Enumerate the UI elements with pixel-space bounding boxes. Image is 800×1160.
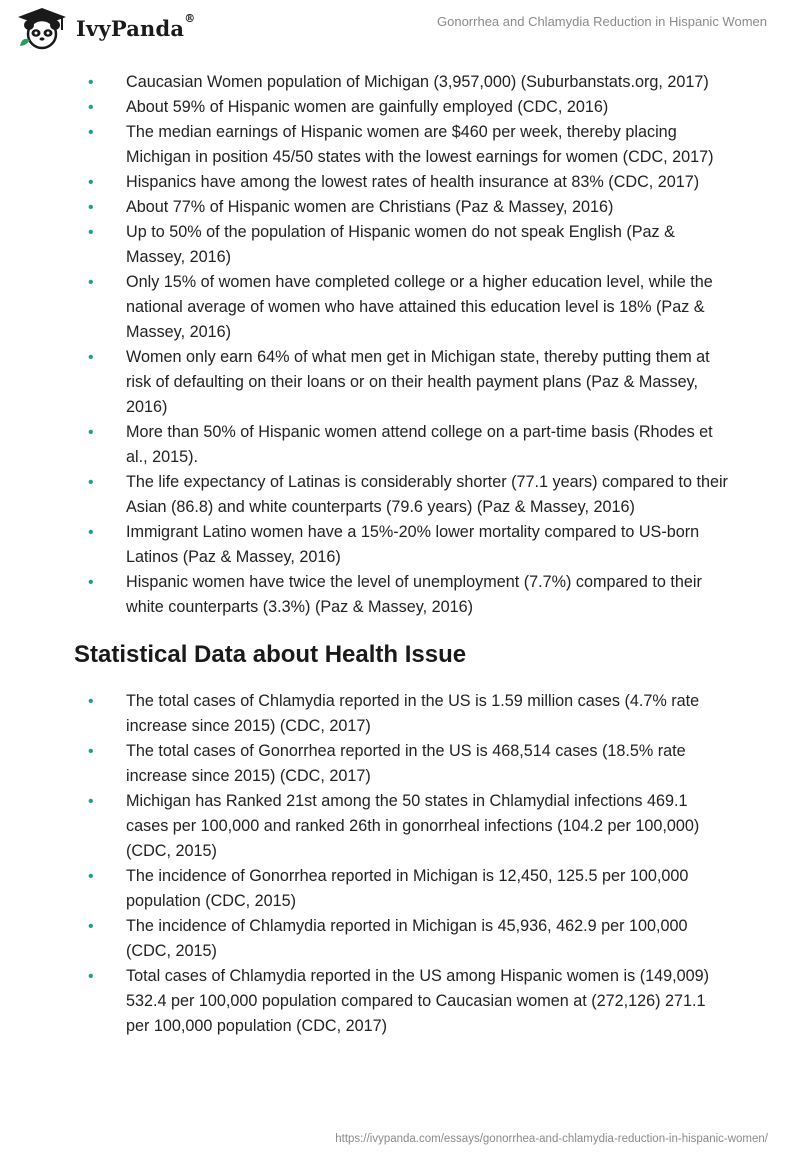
- list-item: [0, 120, 800, 170]
- demographics-list: [0, 70, 800, 620]
- list-item: [0, 270, 800, 345]
- source-url[interactable]: https://ivypanda.com/essays/gonorrhea-and-chlamydia-reduction-in-hispanic-women/: [335, 1133, 768, 1145]
- brand-name: IvyPanda®: [76, 11, 196, 41]
- list-item-text: Up to 50% of the population of Hispanic women do not speak English (Paz & Massey, 2016): [126, 223, 675, 266]
- list-item: [0, 170, 800, 195]
- list-item: [0, 520, 800, 570]
- list-item-text: The incidence of Gonorrhea reported in Michigan is 12,450, 125.5 per 100,000 population (CDC, 2015): [126, 867, 689, 910]
- bullet-icon: •: [88, 424, 94, 441]
- bullet-icon: •: [88, 174, 94, 191]
- list-item-text: Only 15% of women have completed college or a higher education level, while the national average of women who have attained this education level is 18% (Paz & Massey, 2016): [126, 273, 713, 341]
- bullet-icon: •: [88, 74, 94, 91]
- panda-logo-icon: [14, 6, 70, 50]
- bullet-icon: •: [88, 124, 94, 141]
- list-item: [0, 789, 800, 864]
- bullet-icon: •: [88, 868, 94, 885]
- list-item-text: Michigan has Ranked 21st among the 50 states in Chlamydial infections 469.1 cases per 100,000 and ranked 26th in gonorrheal infections (104.2 per 100,000) (CDC, 2015): [126, 792, 700, 860]
- list-item-text: Women only earn 64% of what men get in Michigan state, thereby putting them at risk of defaulting on their loans or on their health payment plans (Paz & Massey, 2016): [126, 348, 710, 416]
- list-item-text: More than 50% of Hispanic women attend college on a part-time basis (Rhodes et al., 2015).: [126, 423, 713, 466]
- page-header: [0, 0, 800, 64]
- bullet-icon: •: [88, 793, 94, 810]
- bullet-icon: •: [88, 693, 94, 710]
- list-item: [0, 864, 800, 914]
- list-item-text: Immigrant Latino women have a 15%-20% lower mortality compared to US-born Latinos (Paz & Massey, 2016): [126, 523, 700, 566]
- list-item: [0, 570, 800, 620]
- list-item-text: The total cases of Chlamydia reported in the US is 1.59 million cases (4.7% rate increase since 2015) (CDC, 2017): [126, 692, 700, 735]
- list-item-text: Caucasian Women population of Michigan (3,957,000) (Suburbanstats.org, 2017): [126, 73, 709, 91]
- essay-content: [0, 70, 800, 1039]
- list-item-text: The median earnings of Hispanic women are $460 per week, thereby placing Michigan in position 45/50 states with the lowest earnings for women (CDC, 2017): [126, 123, 714, 166]
- list-item: [0, 70, 800, 95]
- list-item-text: The incidence of Chlamydia reported in Michigan is 45,936, 462.9 per 100,000 (CDC, 2015): [126, 917, 688, 960]
- list-item: [0, 914, 800, 964]
- list-item: [0, 95, 800, 120]
- bullet-icon: •: [88, 99, 94, 116]
- list-item-text: The total cases of Gonorrhea reported in the US is 468,514 cases (18.5% rate increase since 2015) (CDC, 2017): [126, 742, 686, 785]
- list-item: [0, 220, 800, 270]
- list-item-text: Hispanics have among the lowest rates of health insurance at 83% (CDC, 2017): [126, 173, 700, 191]
- list-item-text: The life expectancy of Latinas is considerably shorter (77.1 years) compared to their Asian (86.8) and white counterparts (79.6 years) (Paz & Massey, 2016): [126, 473, 728, 516]
- bullet-icon: •: [88, 574, 94, 591]
- list-item-text: About 59% of Hispanic women are gainfully employed (CDC, 2016): [126, 98, 609, 116]
- bullet-icon: •: [88, 199, 94, 216]
- list-item-text: Total cases of Chlamydia reported in the US among Hispanic women is (149,009) 532.4 per 100,000 population compared to Caucasian women at (272,126) 271.1 per 100,000 population (CDC, 2017): [126, 967, 710, 1035]
- bullet-icon: •: [88, 968, 94, 985]
- health-statistics-list: [0, 689, 800, 1039]
- list-item-text: Hispanic women have twice the level of unemployment (7.7%) compared to their white counterparts (3.3%) (Paz & Massey, 2016): [126, 573, 702, 616]
- bullet-icon: •: [88, 349, 94, 366]
- list-item-text: About 77% of Hispanic women are Christians (Paz & Massey, 2016): [126, 198, 614, 216]
- document-title: Gonorrhea and Chlamydia Reduction in Hispanic Women: [437, 14, 767, 29]
- bullet-icon: •: [88, 274, 94, 291]
- bullet-icon: •: [88, 524, 94, 541]
- list-item: [0, 195, 800, 220]
- bullet-icon: •: [88, 743, 94, 760]
- section-heading: Statistical Data about Health Issue: [74, 641, 467, 668]
- bullet-icon: •: [88, 224, 94, 241]
- list-item: [0, 345, 800, 420]
- list-item: [0, 689, 800, 739]
- list-item: [0, 739, 800, 789]
- list-item: [0, 420, 800, 470]
- brand-logo[interactable]: [14, 6, 195, 50]
- bullet-icon: •: [88, 474, 94, 491]
- list-item: [0, 470, 800, 520]
- bullet-icon: •: [88, 918, 94, 935]
- list-item: [0, 964, 800, 1039]
